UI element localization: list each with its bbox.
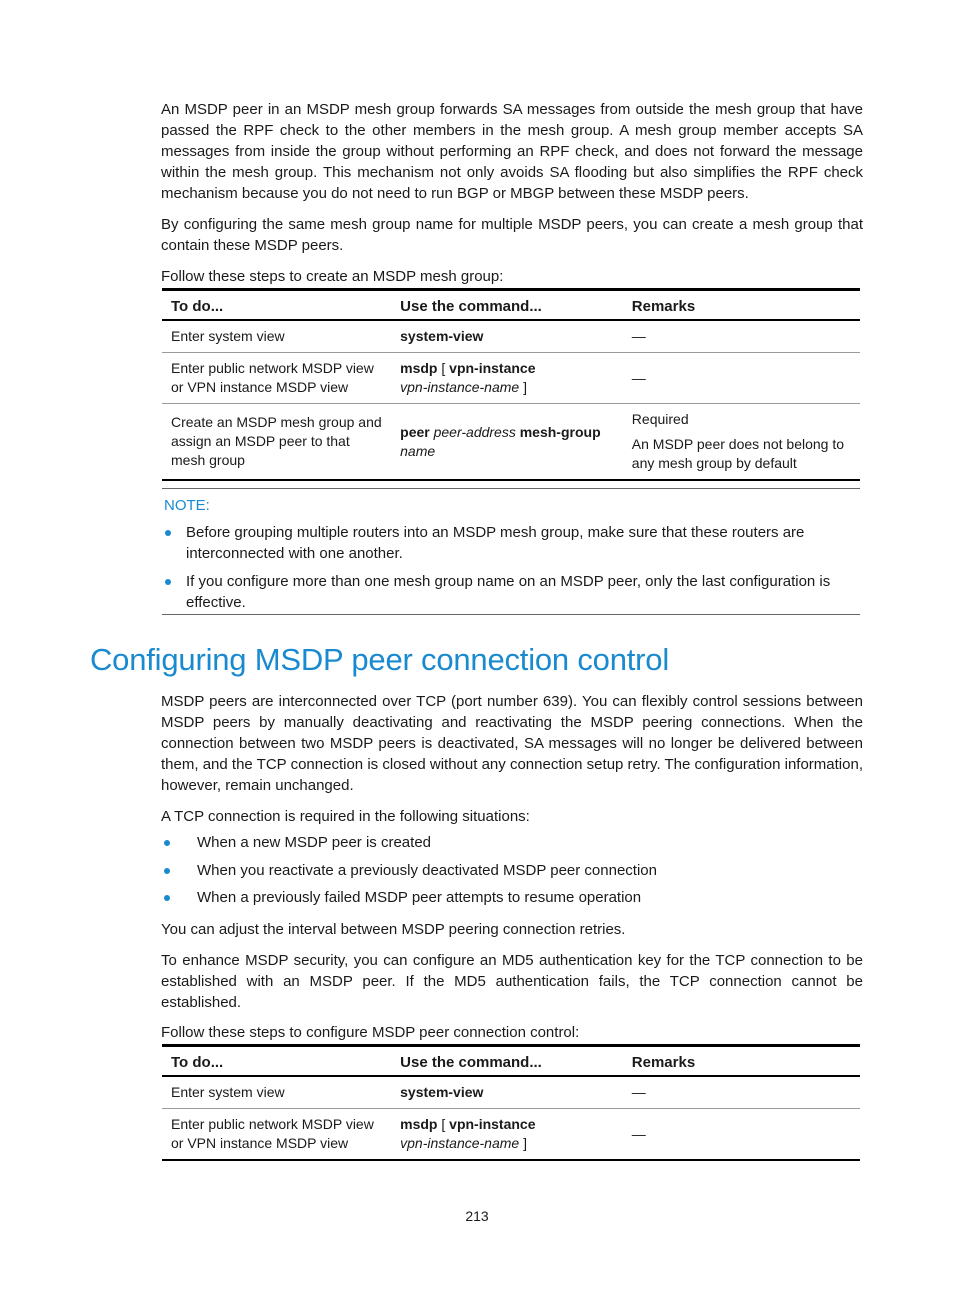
section-paragraph-5: Follow these steps to configure MSDP peer connection control: bbox=[161, 1024, 580, 1041]
header-todo: To do... bbox=[162, 290, 391, 321]
command-argument: vpn-instance-name bbox=[400, 1135, 520, 1151]
remarks-cell: — bbox=[623, 1076, 860, 1109]
bullet-icon bbox=[164, 868, 170, 874]
intro-paragraph-3: Follow these steps to create an MSDP mesh group: bbox=[161, 268, 504, 285]
bullet-icon bbox=[164, 895, 170, 901]
note-box bbox=[162, 488, 860, 615]
command-keyword: mesh-group bbox=[519, 423, 601, 440]
command-bracket: ] bbox=[519, 1135, 527, 1151]
table-row bbox=[162, 353, 860, 404]
intro-paragraph-1: An MSDP peer in an MSDP mesh group forwards SA messages from outside the mesh group that have passed the RPF check to the other members in the mesh group. A mesh group member accepts SA messages from inside the group without performing an RPF check, and does not forward the message within the mesh group. This mechanism not only avoids SA flooding but also simplifies the RPF check mechanism because you do not need to run BGP or MBGP between these MSDP peers. bbox=[161, 101, 863, 202]
command-keyword: vpn-instance bbox=[449, 1116, 536, 1132]
table-header-row bbox=[162, 1046, 860, 1077]
situation-list bbox=[161, 832, 657, 915]
todo-cell: Enter public network MSDP view or VPN instance MSDP view bbox=[162, 1109, 391, 1161]
todo-cell: Enter system view bbox=[162, 320, 391, 353]
command-cell bbox=[391, 1076, 623, 1109]
table-row bbox=[162, 1076, 860, 1109]
list-item-text: When a previously failed MSDP peer attempts to resume operation bbox=[197, 889, 642, 906]
command-cell bbox=[391, 320, 623, 353]
list-item bbox=[161, 832, 657, 860]
remarks-cell bbox=[623, 404, 860, 481]
header-remarks: Remarks bbox=[623, 290, 860, 321]
command-cell bbox=[391, 353, 623, 404]
table-header-row bbox=[162, 290, 860, 321]
note-label: NOTE: bbox=[164, 497, 210, 514]
table-row bbox=[162, 1109, 860, 1161]
note-item-text: If you configure more than one mesh group name on an MSDP peer, only the last configuration is effective. bbox=[186, 573, 831, 611]
header-command: Use the command... bbox=[391, 290, 623, 321]
list-item bbox=[162, 571, 852, 613]
section-paragraph-1: MSDP peers are interconnected over TCP (port number 639). You can flexibly control sessions between MSDP peers by manually deactivating and reactivating the MSDP peering connections. When the connection between two MSDP peers is deactivated, SA messages will no longer be delivered between them, and the TCP connection is closed without any connection setup retry. The configuration information, however, remain unchanged. bbox=[161, 693, 863, 794]
page-number: 213 bbox=[465, 1208, 489, 1224]
mesh-group-command-table bbox=[162, 288, 860, 481]
command-keyword: system-view bbox=[400, 1084, 484, 1100]
command-bracket: ] bbox=[519, 379, 527, 395]
table-row bbox=[162, 320, 860, 353]
connection-control-command-table bbox=[162, 1044, 860, 1161]
todo-cell: Enter system view bbox=[162, 1076, 391, 1109]
bullet-icon bbox=[165, 530, 171, 536]
section-heading: Configuring MSDP peer connection control bbox=[90, 642, 670, 677]
note-item-text: Before grouping multiple routers into an MSDP mesh group, make sure that these routers are interconnected with one another. bbox=[186, 524, 805, 562]
command-keyword: msdp bbox=[400, 1116, 438, 1132]
todo-cell: Enter public network MSDP view or VPN instance MSDP view bbox=[162, 353, 391, 404]
list-item-text: When you reactivate a previously deactivated MSDP peer connection bbox=[197, 861, 657, 879]
command-bracket: [ bbox=[437, 360, 450, 376]
section-paragraph-4: To enhance MSDP security, you can configure an MD5 authentication key for the TCP connection to be established with an MSDP peer. If the MD5 authentication fails, the TCP connection cannot be established. bbox=[161, 952, 863, 1011]
command-bracket: [ bbox=[437, 1116, 450, 1132]
header-remarks: Remarks bbox=[623, 1046, 860, 1077]
list-item bbox=[162, 522, 852, 564]
command-argument: name bbox=[400, 442, 436, 459]
header-todo: To do... bbox=[162, 1046, 391, 1077]
command-keyword: peer bbox=[400, 423, 430, 440]
list-item bbox=[161, 860, 657, 888]
remarks-cell: — bbox=[623, 320, 860, 353]
note-list bbox=[162, 522, 852, 620]
remarks-detail: An MSDP peer does not belong to any mesh group by default bbox=[631, 436, 845, 471]
command-cell bbox=[391, 1109, 623, 1161]
todo-cell: Create an MSDP mesh group and assign an MSDP peer to that mesh group bbox=[162, 404, 391, 481]
command-keyword: vpn-instance bbox=[449, 360, 536, 376]
bullet-icon bbox=[165, 579, 171, 585]
remarks-required: Required bbox=[631, 411, 689, 427]
command-keyword: msdp bbox=[400, 360, 438, 376]
list-item bbox=[161, 887, 657, 915]
section-paragraph-2: A TCP connection is required in the following situations: bbox=[161, 808, 530, 825]
command-argument: vpn-instance-name bbox=[400, 379, 520, 395]
remarks-cell: — bbox=[623, 1109, 860, 1161]
command-keyword: system-view bbox=[400, 328, 484, 344]
section-paragraph-3: You can adjust the interval between MSDP peering connection retries. bbox=[161, 921, 626, 938]
header-command: Use the command... bbox=[391, 1046, 623, 1077]
intro-paragraph-2: By configuring the same mesh group name for multiple MSDP peers, you can create a mesh group that contain these MSDP peers. bbox=[161, 216, 863, 254]
table-row bbox=[162, 404, 860, 481]
list-item-text: When a new MSDP peer is created bbox=[197, 834, 432, 851]
command-argument: peer-address bbox=[429, 423, 520, 440]
remarks-cell: — bbox=[623, 353, 860, 404]
bullet-icon bbox=[164, 840, 170, 846]
command-cell bbox=[391, 404, 623, 481]
